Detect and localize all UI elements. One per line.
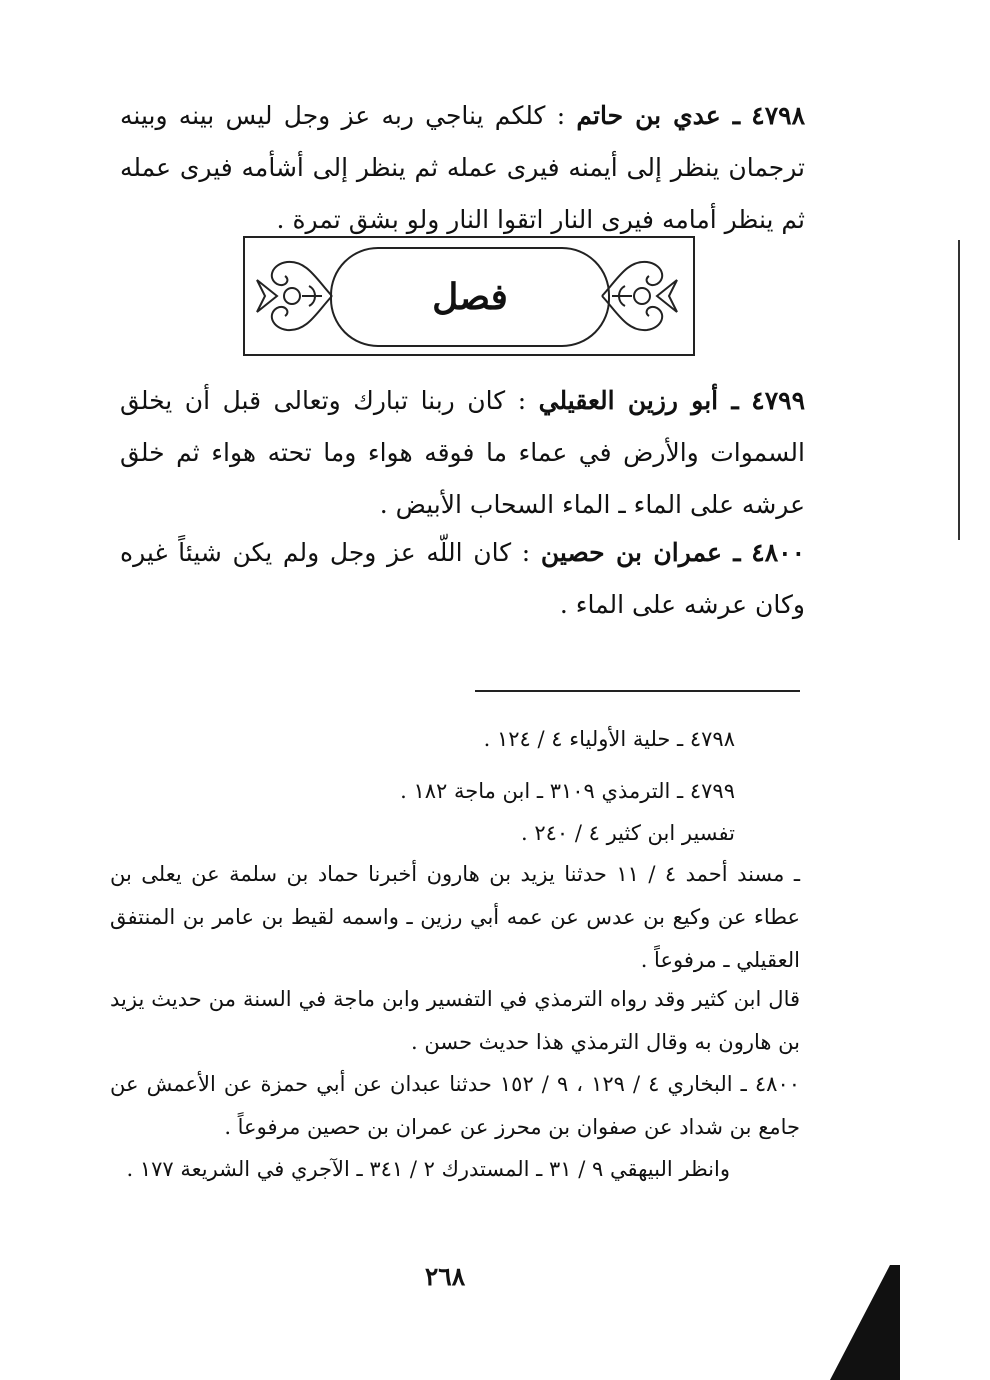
hadith-entry-4798: ٤٧٩٨ ـ عدي بن حاتم : كلكم يناجي ربه عز وجل ليس بينه وبينه ترجمان ينظر إلى أيمنه فيرى عمله ثم ينظر إلى أشأمه فيرى عمله ثم ينظر أمامه فيرى النار اتقوا النار ولو بشق تمرة . (120, 101, 806, 234)
entry-text: كلكم يناجي ربه عز وجل ليس بينه وبينه ترجمان ينظر إلى أيمنه فيرى عمله ثم ينظر إلى أشأمه فيرى عمله ثم ينظر أمامه فيرى النار اتقوا النار ولو بشق تمرة . (120, 101, 805, 234)
footnote-4798: ٤٧٩٨ ـ حلية الأولياء ٤ / ١٢٤ . (483, 727, 735, 751)
narrator-name: عمران بن حصين (540, 538, 722, 567)
page-number: ٢٦٨ (424, 1262, 466, 1291)
entry-number: ٤٨٠٠ (751, 538, 805, 567)
footnote-4799-tafsir: تفسير ابن كثير ٤ / ٢٤٠ . (521, 821, 735, 845)
footnote-4800-see-also: وانظر البيهقي ٩ / ٣١ ـ المستدرك ٢ / ٣٤١ ـ الآجري في الشريعة ١٧٧ . (126, 1157, 730, 1181)
section-title: فصل (432, 276, 508, 318)
scan-margin-line (958, 240, 960, 540)
narrator-name: عدي بن حاتم (576, 101, 721, 130)
entry-text: كان ربنا تبارك وتعالى قبل أن يخلق السموات والأرض في عماء ما فوقه هواء وما تحته هواء ثم خلق عرشه على الماء ـ الماء السحاب الأبيض . (120, 386, 805, 519)
entry-number: ٤٧٩٩ (751, 386, 805, 415)
footnote-separator (475, 690, 800, 692)
scan-corner-shadow (830, 1260, 900, 1380)
footnote-4799-ibn-kathir: قال ابن كثير وقد رواه الترمذي في التفسير وابن ماجة في السنة من حديث يزيد بن هارون به وقال الترمذي هذا حديث حسن . (110, 987, 800, 1054)
entry-number: ٤٧٩٨ (751, 101, 806, 130)
footnote-4800-bukhari: ٤٨٠٠ ـ البخاري ٤ / ١٢٩ ، ٩ / ١٥٢ حدثنا عبدان عن أبي حمزة عن الأعمش عن جامع بن شداد عن صفوان بن محرز عن عمران بن حصين مرفوعاً . (110, 1072, 801, 1139)
narrator-name: أبو رزين العقيلي (538, 386, 719, 415)
ornament-right-icon (597, 250, 687, 342)
hadith-entry-4800: ٤٨٠٠ ـ عمران بن حصين : كان اللّه عز وجل ولم يكن شيئاً غيره وكان عرشه على الماء . (120, 538, 805, 619)
hadith-entry-4799: ٤٧٩٩ ـ أبو رزين العقيلي : كان ربنا تبارك وتعالى قبل أن يخلق السموات والأرض في عماء ما فوقه هواء وما تحته هواء ثم خلق عرشه على الماء ـ الماء السحاب الأبيض . (120, 386, 805, 519)
footnote-4799-musnad: ـ مسند أحمد ٤ / ١١ حدثنا يزيد بن هارون أخبرنا حماد بن سلمة عن يعلى بن عطاء عن وكيع بن عدس عن عمه أبي رزين ـ واسمه لقيط بن عامر بن المنتفق العقيلي ـ مرفوعاً . (110, 862, 801, 972)
entry-text: كان اللّه عز وجل ولم يكن شيئاً غيره وكان عرشه على الماء . (120, 538, 805, 619)
ornament-left-icon (247, 250, 337, 342)
footnote-4799-sources: ٤٧٩٩ ـ الترمذي ٣١٠٩ ـ ابن ماجة ١٨٢ . (400, 779, 735, 803)
